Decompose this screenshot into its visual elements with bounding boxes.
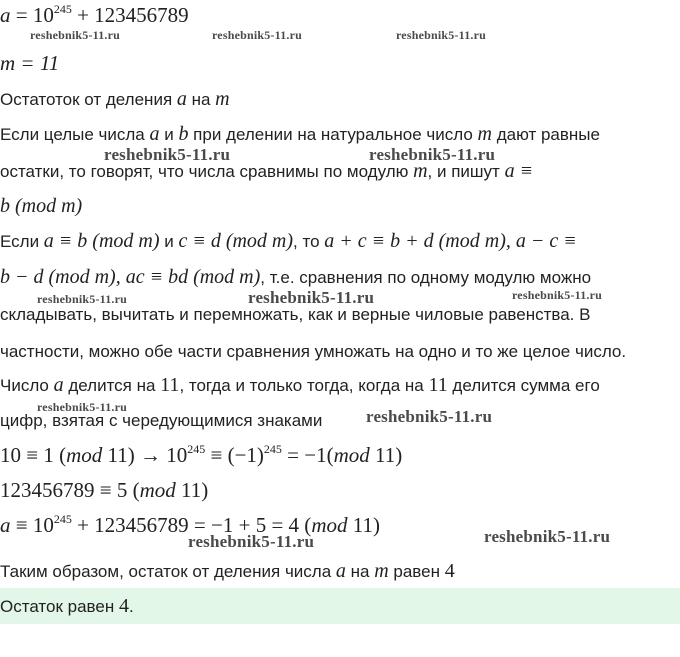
math-var-a: a [335, 560, 346, 582]
line-heading [0, 88, 680, 111]
math-var-m: m [374, 560, 389, 582]
exponent: 245 [53, 2, 72, 16]
line-theory-3 [0, 195, 680, 218]
text: делится на [63, 376, 161, 395]
line-a-definition [0, 4, 680, 28]
exponent: 245 [187, 442, 206, 456]
math-var-m: m [413, 160, 428, 182]
watermark: reshebnik5-11.ru [104, 145, 231, 164]
math-number: 11 [428, 374, 448, 396]
math-expr: b (mod m) [0, 195, 83, 217]
math-mod: mod [311, 513, 348, 537]
math-expr: c ≡ d (mod m) [178, 230, 294, 252]
math-mod: mod [139, 478, 176, 502]
math-text: 11) → 10 [102, 443, 188, 467]
watermark: reshebnik5-11.ru [37, 292, 127, 306]
math-text: ≡ (−1) [205, 443, 264, 467]
line-m-definition [0, 52, 680, 76]
watermark: reshebnik5-11.ru [248, 288, 375, 307]
math-expr: a + c ≡ b + d (mod m), a − c ≡ [324, 230, 577, 252]
watermark: reshebnik5-11.ru [369, 145, 496, 164]
watermark: reshebnik5-11.ru [30, 28, 120, 42]
text: и [159, 232, 179, 251]
math-text: 11) [175, 478, 209, 502]
watermark: reshebnik5-11.ru [212, 28, 302, 42]
text: Таким образом, остаток от деления числа [0, 562, 336, 581]
text: , и пишут [427, 162, 505, 181]
text: и [159, 125, 179, 144]
answer-box [0, 588, 680, 624]
math-var-a: a [53, 374, 64, 396]
line-theory-1 [0, 123, 680, 146]
watermark: reshebnik5-11.ru [396, 28, 486, 42]
math-number: 4 [118, 595, 129, 617]
math-var-b: b [178, 123, 189, 145]
text: , то [293, 232, 325, 251]
math-var-a: a [0, 513, 11, 537]
math-text: 123456789 ≡ 5 ( [0, 478, 140, 502]
text: частности, можно обе части сравнения умножать на одно и то же целое число. [0, 342, 627, 361]
answer-text [0, 595, 134, 618]
math-number: 11 [160, 374, 180, 396]
line-theory-2 [0, 160, 680, 183]
watermark: reshebnik5-11.ru [512, 288, 602, 302]
math-mod: mod [66, 443, 103, 467]
text: на [186, 90, 216, 109]
math-text: + 123456789 = −1 + 5 = 4 ( [71, 513, 312, 537]
watermark: reshebnik5-11.ru [188, 532, 315, 551]
math-number: 4 [444, 560, 455, 582]
text: при делении на натуральное число [188, 125, 478, 144]
text: делится сумма его [447, 376, 600, 395]
watermark: reshebnik5-11.ru [366, 407, 493, 426]
text: равен [388, 562, 445, 581]
line-calc-2 [0, 479, 680, 503]
text: дают равные [491, 125, 600, 144]
math-expr: a ≡ [504, 160, 534, 182]
math-text: = 10 [10, 3, 54, 27]
line-theory-5 [0, 266, 680, 289]
math-m-eq: m = 11 [0, 51, 60, 75]
math-var-m: m [215, 88, 230, 110]
math-text: + 123456789 [71, 3, 189, 27]
line-theory-4 [0, 230, 680, 253]
math-mod: mod [333, 443, 370, 467]
math-text: 11) [369, 443, 403, 467]
text: . [128, 597, 134, 616]
math-text: = −1( [281, 443, 334, 467]
math-expr: a ≡ b (mod m) [43, 230, 160, 252]
math-var-a: a [176, 88, 187, 110]
text: , тогда и только тогда, когда на [179, 376, 429, 395]
line-conclusion [0, 560, 680, 583]
math-text: 11) [347, 513, 380, 537]
exponent: 245 [53, 512, 72, 526]
math-text: ≡ 10 [10, 513, 54, 537]
watermark: reshebnik5-11.ru [484, 527, 611, 546]
line-rule-1 [0, 374, 680, 397]
math-var-m: m [477, 123, 492, 145]
math-var-a: a [149, 123, 160, 145]
text: Если [0, 232, 44, 251]
math-var-a: a [0, 3, 11, 27]
text: складывать, вычитать и перемножать, как и верные чиловые равенства. В [0, 305, 591, 324]
math-expr: b − d (mod m), ac ≡ bd (mod m) [0, 266, 261, 288]
line-theory-7 [0, 341, 680, 363]
text: , т.е. сравнения по одному модулю можно [260, 268, 592, 287]
exponent: 245 [263, 442, 282, 456]
text: остатки, то говорят, что числа сравнимы по модулю [0, 162, 414, 181]
text: Остатоток от деления [0, 90, 177, 109]
text: Если целые числа [0, 125, 150, 144]
text: Число [0, 376, 54, 395]
text: на [345, 562, 375, 581]
text: цифр, взятая с чередующимися знаками [0, 411, 323, 430]
math-text: 10 ≡ 1 ( [0, 443, 67, 467]
line-calc-1 [0, 444, 680, 468]
watermark: reshebnik5-11.ru [37, 400, 127, 414]
text: Остаток равен [0, 597, 119, 616]
